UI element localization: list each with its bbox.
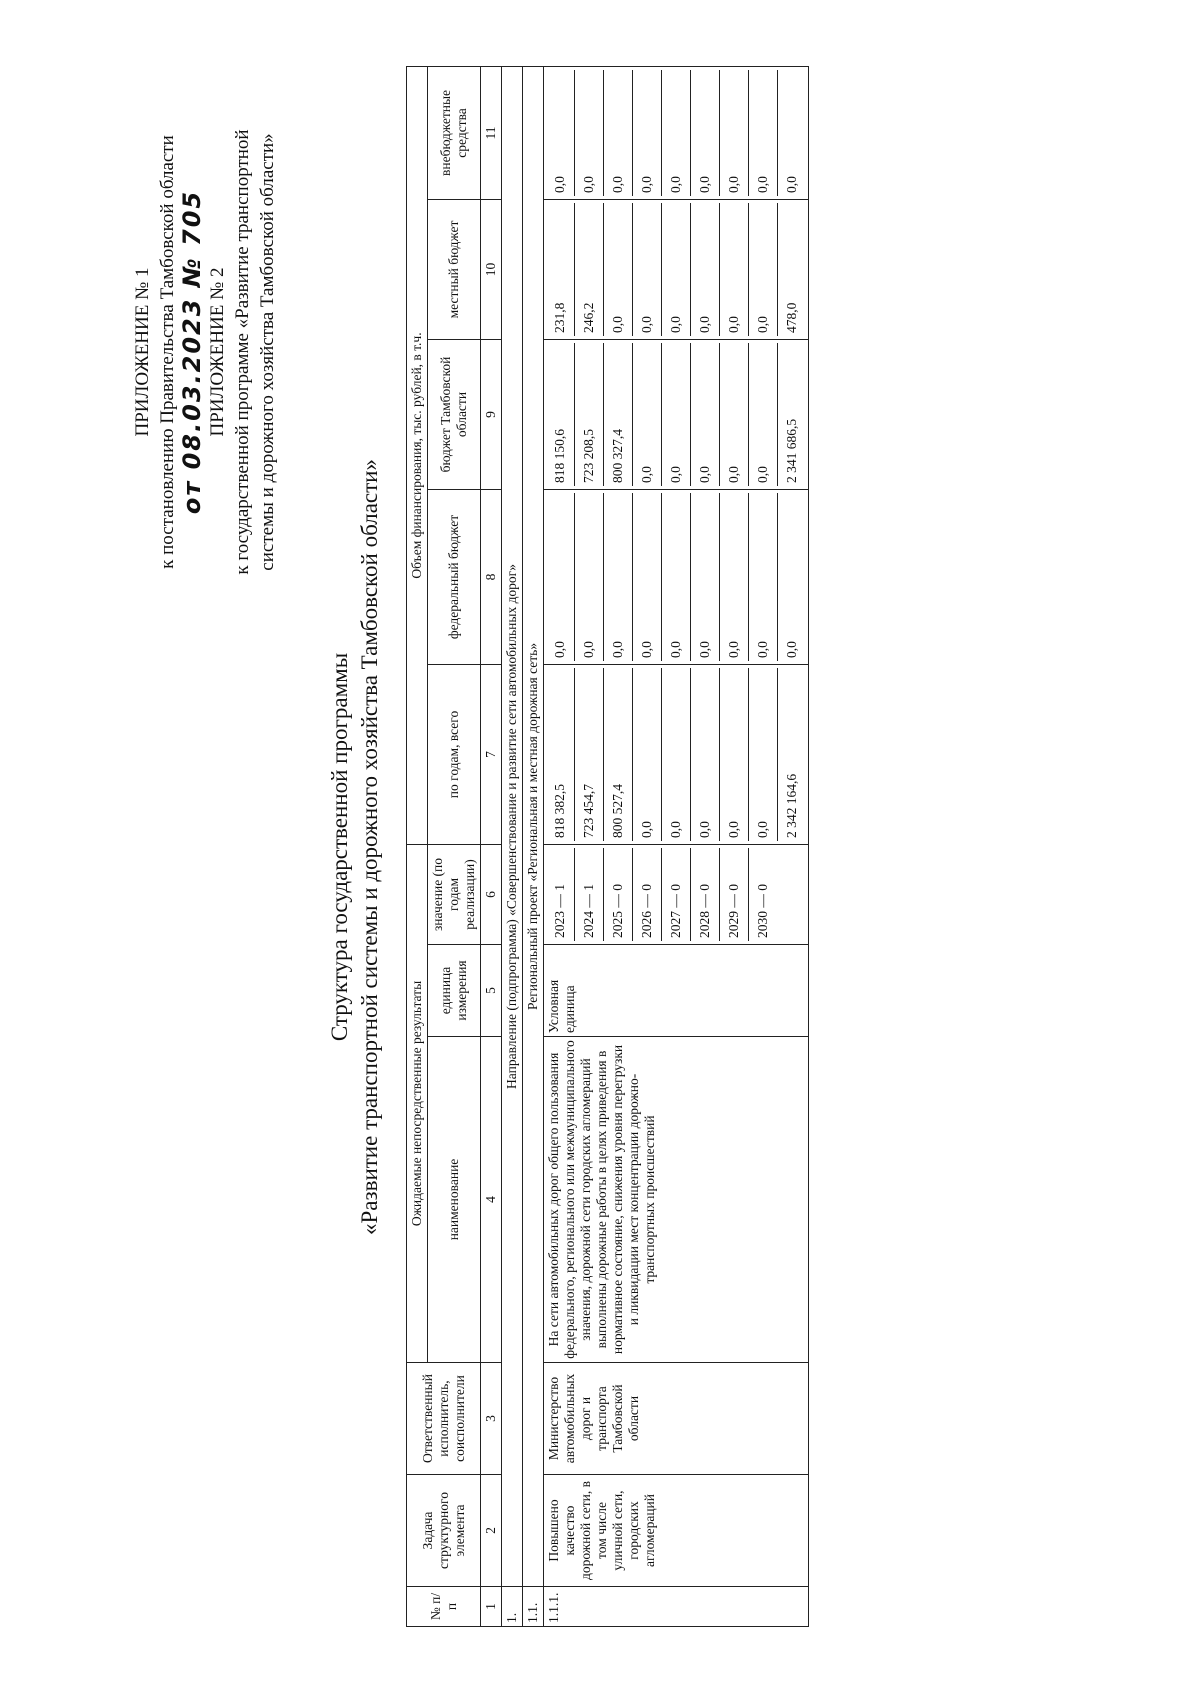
row-responsible: Министерство автомобильных дорог и транспорта Тамбовской области — [544, 1363, 809, 1475]
amount: 0,0 — [546, 70, 575, 196]
row-years — [544, 845, 809, 945]
amount: 0,0 — [662, 343, 691, 486]
year-value: 2029 — 0 — [720, 848, 749, 941]
amount: 0,0 — [633, 668, 662, 841]
resolution-ref: к постановлению Правительства Тамбовской области — [157, 135, 178, 569]
col-head-total: по годам, всего — [428, 665, 481, 845]
col-number: 10 — [481, 200, 502, 340]
row-federal — [544, 490, 809, 665]
row-sum-total: 2 342 164,6 — [784, 773, 799, 838]
amount: 0,0 — [633, 343, 662, 486]
amount: 231,8 — [546, 203, 575, 336]
row-total-by-year — [544, 665, 809, 845]
row-sum-regional: 2 341 686,5 — [784, 418, 799, 483]
col-head-responsible: Ответственный исполнитель, соисполнители — [407, 1363, 481, 1475]
amount: 0,0 — [720, 70, 749, 196]
year-value: 2024 — 1 — [575, 848, 604, 941]
amount: 818 150,6 — [546, 343, 575, 486]
col-head-task: Задача структурного элемента — [407, 1475, 481, 1587]
col-number: 11 — [481, 66, 502, 199]
amount: 0,0 — [749, 203, 778, 336]
amount: 0,0 — [720, 668, 749, 841]
amount: 0,0 — [749, 668, 778, 841]
col-number: 6 — [481, 845, 502, 945]
project-title: Региональный проект «Региональная и местная дорожная сеть» — [523, 66, 544, 1586]
row-unit: Условная единица — [544, 945, 809, 1037]
row-result-name: На сети автомобильных дорог общего пользования федерального, регионального или межмуниципального значения, дорожной сети городских агломераций выполнены дорожные работы в целях приведения в нормативное состояние, снижения уровня перегрузки и ликвидации мест концентрации дорожно-транспортных происшествий — [544, 1037, 809, 1363]
amount: 800 327,4 — [604, 343, 633, 486]
amount: 0,0 — [691, 203, 720, 336]
program-ref-line2: системы и дорожного хозяйства Тамбовской области» — [257, 133, 278, 571]
col-head-name: наименование — [428, 1037, 481, 1363]
project-row — [523, 66, 544, 1626]
handwritten-date-number: от 08.03.2023 № 705 — [178, 189, 206, 515]
amount: 0,0 — [720, 343, 749, 486]
amount: 723 208,5 — [575, 343, 604, 486]
col-head-federal: федеральный бюджет — [428, 490, 481, 665]
amount: 0,0 — [691, 493, 720, 661]
amount: 0,0 — [749, 343, 778, 486]
col-head-local: местный бюджет — [428, 200, 481, 340]
col-head-value: значение (по годам реализации) — [428, 845, 481, 945]
amount: 0,0 — [691, 668, 720, 841]
year-value: 2028 — 0 — [691, 848, 720, 941]
amount: 818 382,5 — [546, 668, 575, 841]
direction-title: Направление (подпрограмма) «Совершенствование и развитие сети автомобильных дорог» — [502, 66, 523, 1586]
col-head-unit: единица измерения — [428, 945, 481, 1037]
amount: 0,0 — [546, 493, 575, 661]
project-number: 1.1. — [523, 1587, 544, 1627]
amount: 0,0 — [575, 70, 604, 196]
row-number: 1.1.1. — [544, 1587, 809, 1627]
col-number: 8 — [481, 490, 502, 665]
col-number: 9 — [481, 340, 502, 490]
col-number: 2 — [481, 1475, 502, 1587]
program-structure-table — [406, 66, 809, 1627]
col-head-results: Ожидаемые непосредственные результаты — [407, 845, 428, 1363]
col-number: 1 — [481, 1587, 502, 1627]
col-number: 5 — [481, 945, 502, 1037]
year-value: 2026 — 0 — [633, 848, 662, 941]
col-number: 7 — [481, 665, 502, 845]
row-sum-local: 478,0 — [784, 302, 799, 333]
amount: 0,0 — [720, 493, 749, 661]
amount: 0,0 — [749, 70, 778, 196]
amount: 0,0 — [720, 203, 749, 336]
amount: 0,0 — [662, 203, 691, 336]
title-line2: «Развитие транспортной системы и дорожного хозяйства Тамбовской области» — [357, 459, 382, 1235]
program-ref-line1: к государственной программе «Развитие транспортной — [232, 129, 253, 575]
col-head-extra: внебюджетные средства — [428, 66, 481, 199]
row-sum-extra: 0,0 — [784, 176, 799, 193]
amount: 0,0 — [691, 343, 720, 486]
year-value: 2023 — 1 — [546, 848, 575, 941]
amount: 0,0 — [604, 493, 633, 661]
row-regional — [544, 340, 809, 490]
col-number: 4 — [481, 1037, 502, 1363]
amount: 246,2 — [575, 203, 604, 336]
col-head-funding: Объем финансирования, тыс. рублей, в т.ч. — [407, 66, 428, 844]
row-extra — [544, 66, 809, 199]
row-task: Повышено качество дорожной сети, в том числе уличной сети, городских агломераций — [544, 1475, 809, 1587]
amount: 0,0 — [604, 70, 633, 196]
header-row-1 — [407, 66, 428, 1626]
amount: 0,0 — [662, 493, 691, 661]
table-row — [544, 66, 809, 1626]
appendix-1-label: ПРИЛОЖЕНИЕ № 1 — [132, 267, 153, 437]
amount: 0,0 — [633, 493, 662, 661]
amount: 0,0 — [691, 70, 720, 196]
row-sum-federal: 0,0 — [784, 641, 799, 658]
row-local — [544, 200, 809, 340]
amount: 0,0 — [749, 493, 778, 661]
direction-row — [502, 66, 523, 1626]
col-number: 3 — [481, 1363, 502, 1475]
column-numbers-row — [481, 66, 502, 1626]
amount: 0,0 — [662, 668, 691, 841]
amount: 800 527,4 — [604, 668, 633, 841]
title-line1: Структура государственной программы — [327, 652, 352, 1042]
amount: 0,0 — [662, 70, 691, 196]
document-title — [325, 117, 385, 1577]
year-value: 2027 — 0 — [662, 848, 691, 941]
year-value: 2025 — 0 — [604, 848, 633, 941]
amount: 0,0 — [633, 203, 662, 336]
amount: 0,0 — [633, 70, 662, 196]
appendix-header — [130, 7, 280, 697]
year-value: 2030 — 0 — [755, 884, 770, 938]
direction-number: 1. — [502, 1587, 523, 1627]
amount: 0,0 — [575, 493, 604, 661]
appendix-2-label: ПРИЛОЖЕНИЕ № 2 — [207, 267, 228, 437]
amount: 723 454,7 — [575, 668, 604, 841]
col-head-num: № п/п — [407, 1587, 481, 1627]
col-head-regional: бюджет Тамбовской области — [428, 340, 481, 490]
amount: 0,0 — [604, 203, 633, 336]
